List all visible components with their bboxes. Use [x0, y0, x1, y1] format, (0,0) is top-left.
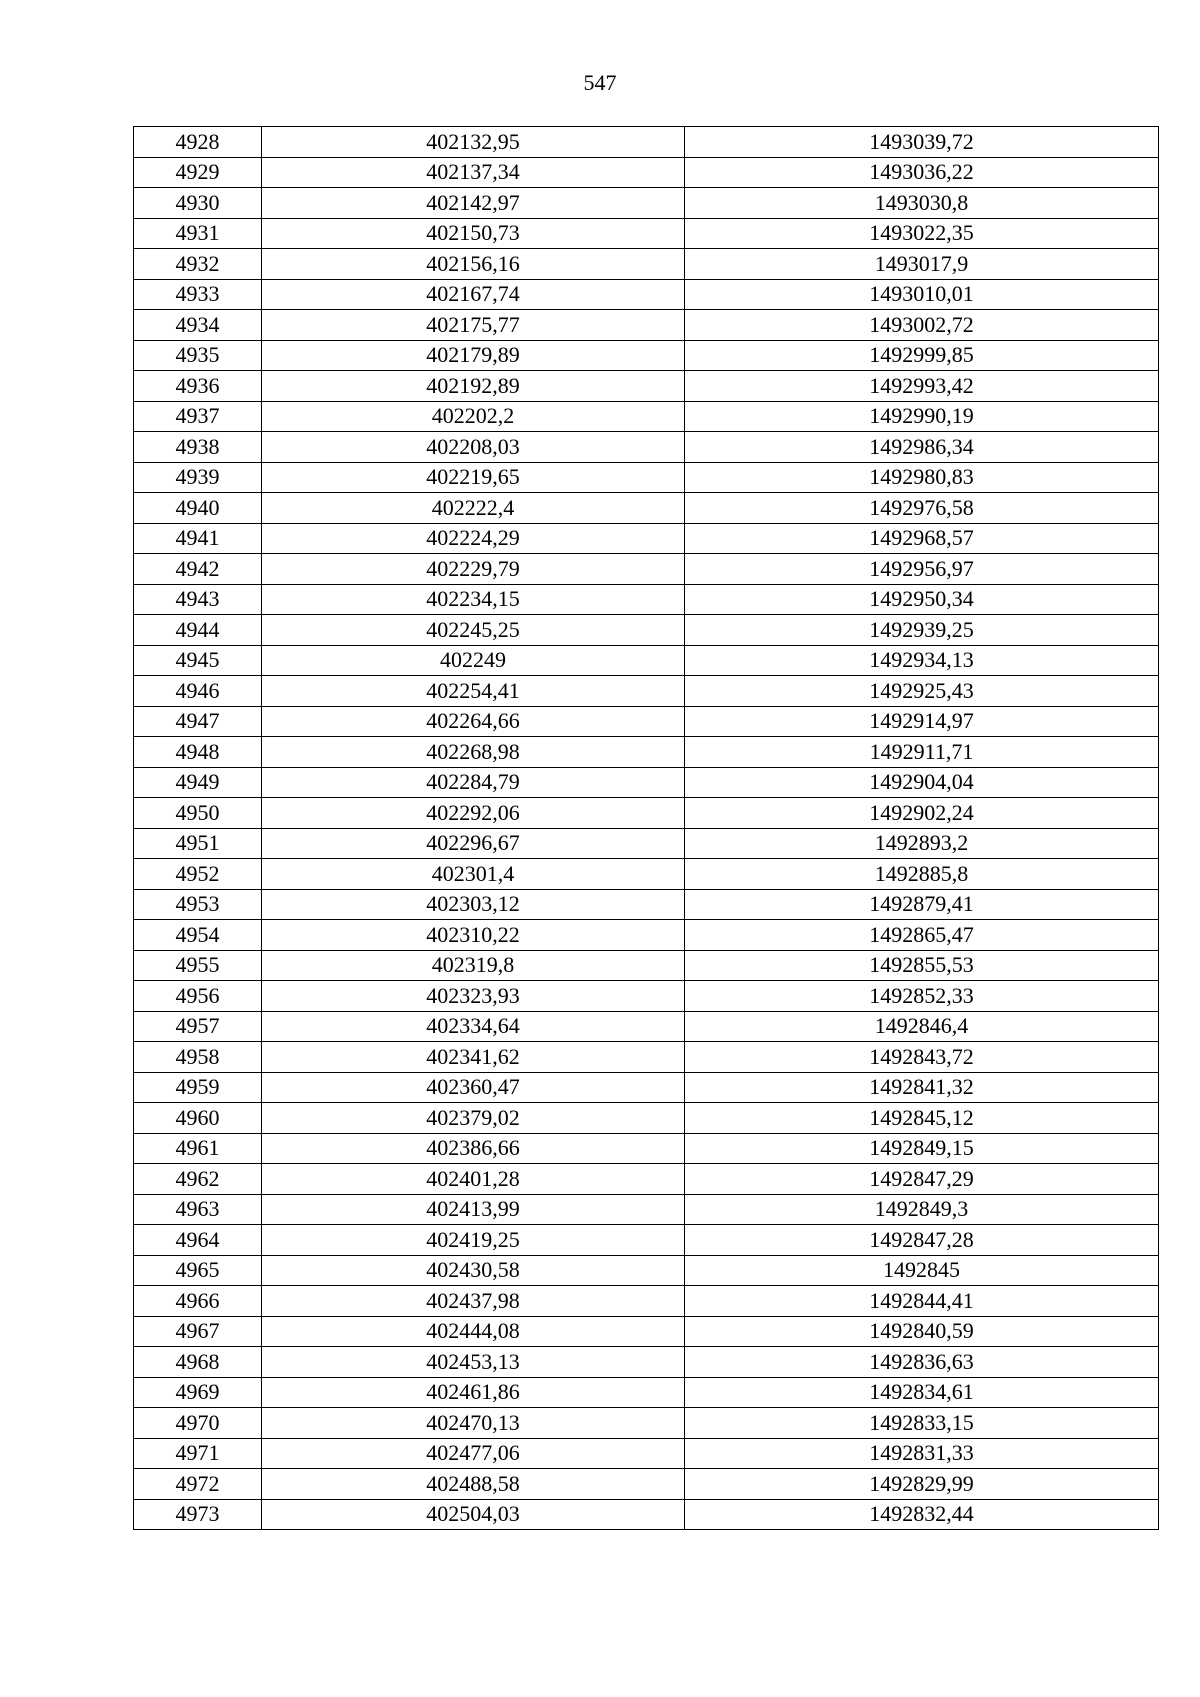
point-number-cell: 4973 [134, 1499, 262, 1530]
y-coordinate-cell: 1492846,4 [685, 1011, 1159, 1042]
point-number-cell: 4931 [134, 218, 262, 249]
y-coordinate-cell: 1492844,41 [685, 1286, 1159, 1317]
x-coordinate-cell: 402488,58 [262, 1469, 685, 1500]
point-number-cell: 4937 [134, 401, 262, 432]
point-number-cell: 4944 [134, 615, 262, 646]
y-coordinate-cell: 1492956,97 [685, 554, 1159, 585]
point-number-cell: 4963 [134, 1194, 262, 1225]
table-row [134, 645, 1159, 676]
table-row [134, 1011, 1159, 1042]
y-coordinate-cell: 1492829,99 [685, 1469, 1159, 1500]
point-number-cell: 4929 [134, 157, 262, 188]
x-coordinate-cell: 402292,06 [262, 798, 685, 829]
point-number-cell: 4966 [134, 1286, 262, 1317]
table-row [134, 401, 1159, 432]
x-coordinate-cell: 402504,03 [262, 1499, 685, 1530]
table-row [134, 554, 1159, 585]
point-number-cell: 4940 [134, 493, 262, 524]
x-coordinate-cell: 402249 [262, 645, 685, 676]
x-coordinate-cell: 402379,02 [262, 1103, 685, 1134]
point-number-cell: 4957 [134, 1011, 262, 1042]
y-coordinate-cell: 1493036,22 [685, 157, 1159, 188]
point-number-cell: 4949 [134, 767, 262, 798]
table-row [134, 1133, 1159, 1164]
point-number-cell: 4948 [134, 737, 262, 768]
x-coordinate-cell: 402234,15 [262, 584, 685, 615]
table-row [134, 920, 1159, 951]
y-coordinate-cell: 1492845 [685, 1255, 1159, 1286]
point-number-cell: 4953 [134, 889, 262, 920]
y-coordinate-cell: 1492841,32 [685, 1072, 1159, 1103]
coordinates-table-body [134, 127, 1159, 1530]
point-number-cell: 4970 [134, 1408, 262, 1439]
y-coordinate-cell: 1492843,72 [685, 1042, 1159, 1073]
y-coordinate-cell: 1492865,47 [685, 920, 1159, 951]
x-coordinate-cell: 402334,64 [262, 1011, 685, 1042]
y-coordinate-cell: 1492999,85 [685, 340, 1159, 371]
x-coordinate-cell: 402150,73 [262, 218, 685, 249]
x-coordinate-cell: 402386,66 [262, 1133, 685, 1164]
x-coordinate-cell: 402319,8 [262, 950, 685, 981]
table-row [134, 1286, 1159, 1317]
point-number-cell: 4960 [134, 1103, 262, 1134]
table-row [134, 462, 1159, 493]
y-coordinate-cell: 1492914,97 [685, 706, 1159, 737]
x-coordinate-cell: 402224,29 [262, 523, 685, 554]
y-coordinate-cell: 1492832,44 [685, 1499, 1159, 1530]
x-coordinate-cell: 402360,47 [262, 1072, 685, 1103]
y-coordinate-cell: 1492893,2 [685, 828, 1159, 859]
y-coordinate-cell: 1492993,42 [685, 371, 1159, 402]
y-coordinate-cell: 1493039,72 [685, 127, 1159, 158]
point-number-cell: 4959 [134, 1072, 262, 1103]
y-coordinate-cell: 1492849,3 [685, 1194, 1159, 1225]
x-coordinate-cell: 402132,95 [262, 127, 685, 158]
x-coordinate-cell: 402303,12 [262, 889, 685, 920]
x-coordinate-cell: 402142,97 [262, 188, 685, 219]
x-coordinate-cell: 402156,16 [262, 249, 685, 280]
point-number-cell: 4964 [134, 1225, 262, 1256]
x-coordinate-cell: 402401,28 [262, 1164, 685, 1195]
x-coordinate-cell: 402430,58 [262, 1255, 685, 1286]
x-coordinate-cell: 402284,79 [262, 767, 685, 798]
y-coordinate-cell: 1492840,59 [685, 1316, 1159, 1347]
table-row [134, 676, 1159, 707]
x-coordinate-cell: 402419,25 [262, 1225, 685, 1256]
point-number-cell: 4958 [134, 1042, 262, 1073]
table-row [134, 798, 1159, 829]
x-coordinate-cell: 402208,03 [262, 432, 685, 463]
point-number-cell: 4951 [134, 828, 262, 859]
table-row [134, 706, 1159, 737]
table-row [134, 127, 1159, 158]
y-coordinate-cell: 1492849,15 [685, 1133, 1159, 1164]
y-coordinate-cell: 1492855,53 [685, 950, 1159, 981]
x-coordinate-cell: 402461,86 [262, 1377, 685, 1408]
table-row [134, 1377, 1159, 1408]
point-number-cell: 4967 [134, 1316, 262, 1347]
table-row [134, 1438, 1159, 1469]
point-number-cell: 4928 [134, 127, 262, 158]
table-row [134, 432, 1159, 463]
y-coordinate-cell: 1492939,25 [685, 615, 1159, 646]
point-number-cell: 4969 [134, 1377, 262, 1408]
y-coordinate-cell: 1492885,8 [685, 859, 1159, 890]
x-coordinate-cell: 402167,74 [262, 279, 685, 310]
table-row [134, 1194, 1159, 1225]
point-number-cell: 4972 [134, 1469, 262, 1500]
x-coordinate-cell: 402175,77 [262, 310, 685, 341]
x-coordinate-cell: 402413,99 [262, 1194, 685, 1225]
table-row [134, 584, 1159, 615]
x-coordinate-cell: 402453,13 [262, 1347, 685, 1378]
point-number-cell: 4930 [134, 188, 262, 219]
table-row [134, 1408, 1159, 1439]
point-number-cell: 4945 [134, 645, 262, 676]
y-coordinate-cell: 1492968,57 [685, 523, 1159, 554]
table-row [134, 493, 1159, 524]
x-coordinate-cell: 402470,13 [262, 1408, 685, 1439]
y-coordinate-cell: 1492976,58 [685, 493, 1159, 524]
y-coordinate-cell: 1492879,41 [685, 889, 1159, 920]
y-coordinate-cell: 1493030,8 [685, 188, 1159, 219]
y-coordinate-cell: 1492911,71 [685, 737, 1159, 768]
table-row [134, 1255, 1159, 1286]
table-row [134, 310, 1159, 341]
y-coordinate-cell: 1492990,19 [685, 401, 1159, 432]
table-row [134, 523, 1159, 554]
y-coordinate-cell: 1493017,9 [685, 249, 1159, 280]
y-coordinate-cell: 1493022,35 [685, 218, 1159, 249]
x-coordinate-cell: 402245,25 [262, 615, 685, 646]
point-number-cell: 4933 [134, 279, 262, 310]
table-row [134, 157, 1159, 188]
point-number-cell: 4936 [134, 371, 262, 402]
table-row [134, 371, 1159, 402]
coordinates-table [133, 126, 1159, 1530]
point-number-cell: 4942 [134, 554, 262, 585]
point-number-cell: 4955 [134, 950, 262, 981]
table-row [134, 737, 1159, 768]
point-number-cell: 4939 [134, 462, 262, 493]
x-coordinate-cell: 402268,98 [262, 737, 685, 768]
table-row [134, 889, 1159, 920]
x-coordinate-cell: 402192,89 [262, 371, 685, 402]
point-number-cell: 4971 [134, 1438, 262, 1469]
y-coordinate-cell: 1492834,61 [685, 1377, 1159, 1408]
y-coordinate-cell: 1492833,15 [685, 1408, 1159, 1439]
table-row [134, 188, 1159, 219]
x-coordinate-cell: 402254,41 [262, 676, 685, 707]
table-row [134, 340, 1159, 371]
point-number-cell: 4965 [134, 1255, 262, 1286]
x-coordinate-cell: 402341,62 [262, 1042, 685, 1073]
x-coordinate-cell: 402222,4 [262, 493, 685, 524]
page-number: 547 [583, 70, 617, 95]
x-coordinate-cell: 402137,34 [262, 157, 685, 188]
table-row [134, 828, 1159, 859]
x-coordinate-cell: 402229,79 [262, 554, 685, 585]
x-coordinate-cell: 402202,2 [262, 401, 685, 432]
point-number-cell: 4952 [134, 859, 262, 890]
y-coordinate-cell: 1492934,13 [685, 645, 1159, 676]
table-row [134, 279, 1159, 310]
y-coordinate-cell: 1492986,34 [685, 432, 1159, 463]
point-number-cell: 4946 [134, 676, 262, 707]
table-row [134, 859, 1159, 890]
table-row [134, 1316, 1159, 1347]
y-coordinate-cell: 1492904,04 [685, 767, 1159, 798]
table-row [134, 1499, 1159, 1530]
table-row [134, 1042, 1159, 1073]
y-coordinate-cell: 1492950,34 [685, 584, 1159, 615]
y-coordinate-cell: 1492852,33 [685, 981, 1159, 1012]
table-row [134, 950, 1159, 981]
point-number-cell: 4934 [134, 310, 262, 341]
x-coordinate-cell: 402219,65 [262, 462, 685, 493]
y-coordinate-cell: 1492847,28 [685, 1225, 1159, 1256]
y-coordinate-cell: 1492980,83 [685, 462, 1159, 493]
point-number-cell: 4932 [134, 249, 262, 280]
y-coordinate-cell: 1492925,43 [685, 676, 1159, 707]
point-number-cell: 4943 [134, 584, 262, 615]
x-coordinate-cell: 402477,06 [262, 1438, 685, 1469]
y-coordinate-cell: 1492847,29 [685, 1164, 1159, 1195]
table-row [134, 767, 1159, 798]
y-coordinate-cell: 1492845,12 [685, 1103, 1159, 1134]
x-coordinate-cell: 402179,89 [262, 340, 685, 371]
x-coordinate-cell: 402296,67 [262, 828, 685, 859]
point-number-cell: 4938 [134, 432, 262, 463]
point-number-cell: 4961 [134, 1133, 262, 1164]
table-row [134, 981, 1159, 1012]
point-number-cell: 4950 [134, 798, 262, 829]
table-row [134, 1347, 1159, 1378]
point-number-cell: 4941 [134, 523, 262, 554]
point-number-cell: 4968 [134, 1347, 262, 1378]
x-coordinate-cell: 402437,98 [262, 1286, 685, 1317]
y-coordinate-cell: 1493010,01 [685, 279, 1159, 310]
point-number-cell: 4947 [134, 706, 262, 737]
table-row [134, 615, 1159, 646]
y-coordinate-cell: 1492836,63 [685, 1347, 1159, 1378]
table-row [134, 1072, 1159, 1103]
table-row [134, 1103, 1159, 1134]
y-coordinate-cell: 1493002,72 [685, 310, 1159, 341]
table-row [134, 1469, 1159, 1500]
point-number-cell: 4954 [134, 920, 262, 951]
y-coordinate-cell: 1492831,33 [685, 1438, 1159, 1469]
point-number-cell: 4962 [134, 1164, 262, 1195]
point-number-cell: 4956 [134, 981, 262, 1012]
x-coordinate-cell: 402323,93 [262, 981, 685, 1012]
x-coordinate-cell: 402444,08 [262, 1316, 685, 1347]
table-row [134, 1164, 1159, 1195]
x-coordinate-cell: 402301,4 [262, 859, 685, 890]
point-number-cell: 4935 [134, 340, 262, 371]
x-coordinate-cell: 402264,66 [262, 706, 685, 737]
table-row [134, 249, 1159, 280]
y-coordinate-cell: 1492902,24 [685, 798, 1159, 829]
x-coordinate-cell: 402310,22 [262, 920, 685, 951]
table-row [134, 1225, 1159, 1256]
table-row [134, 218, 1159, 249]
